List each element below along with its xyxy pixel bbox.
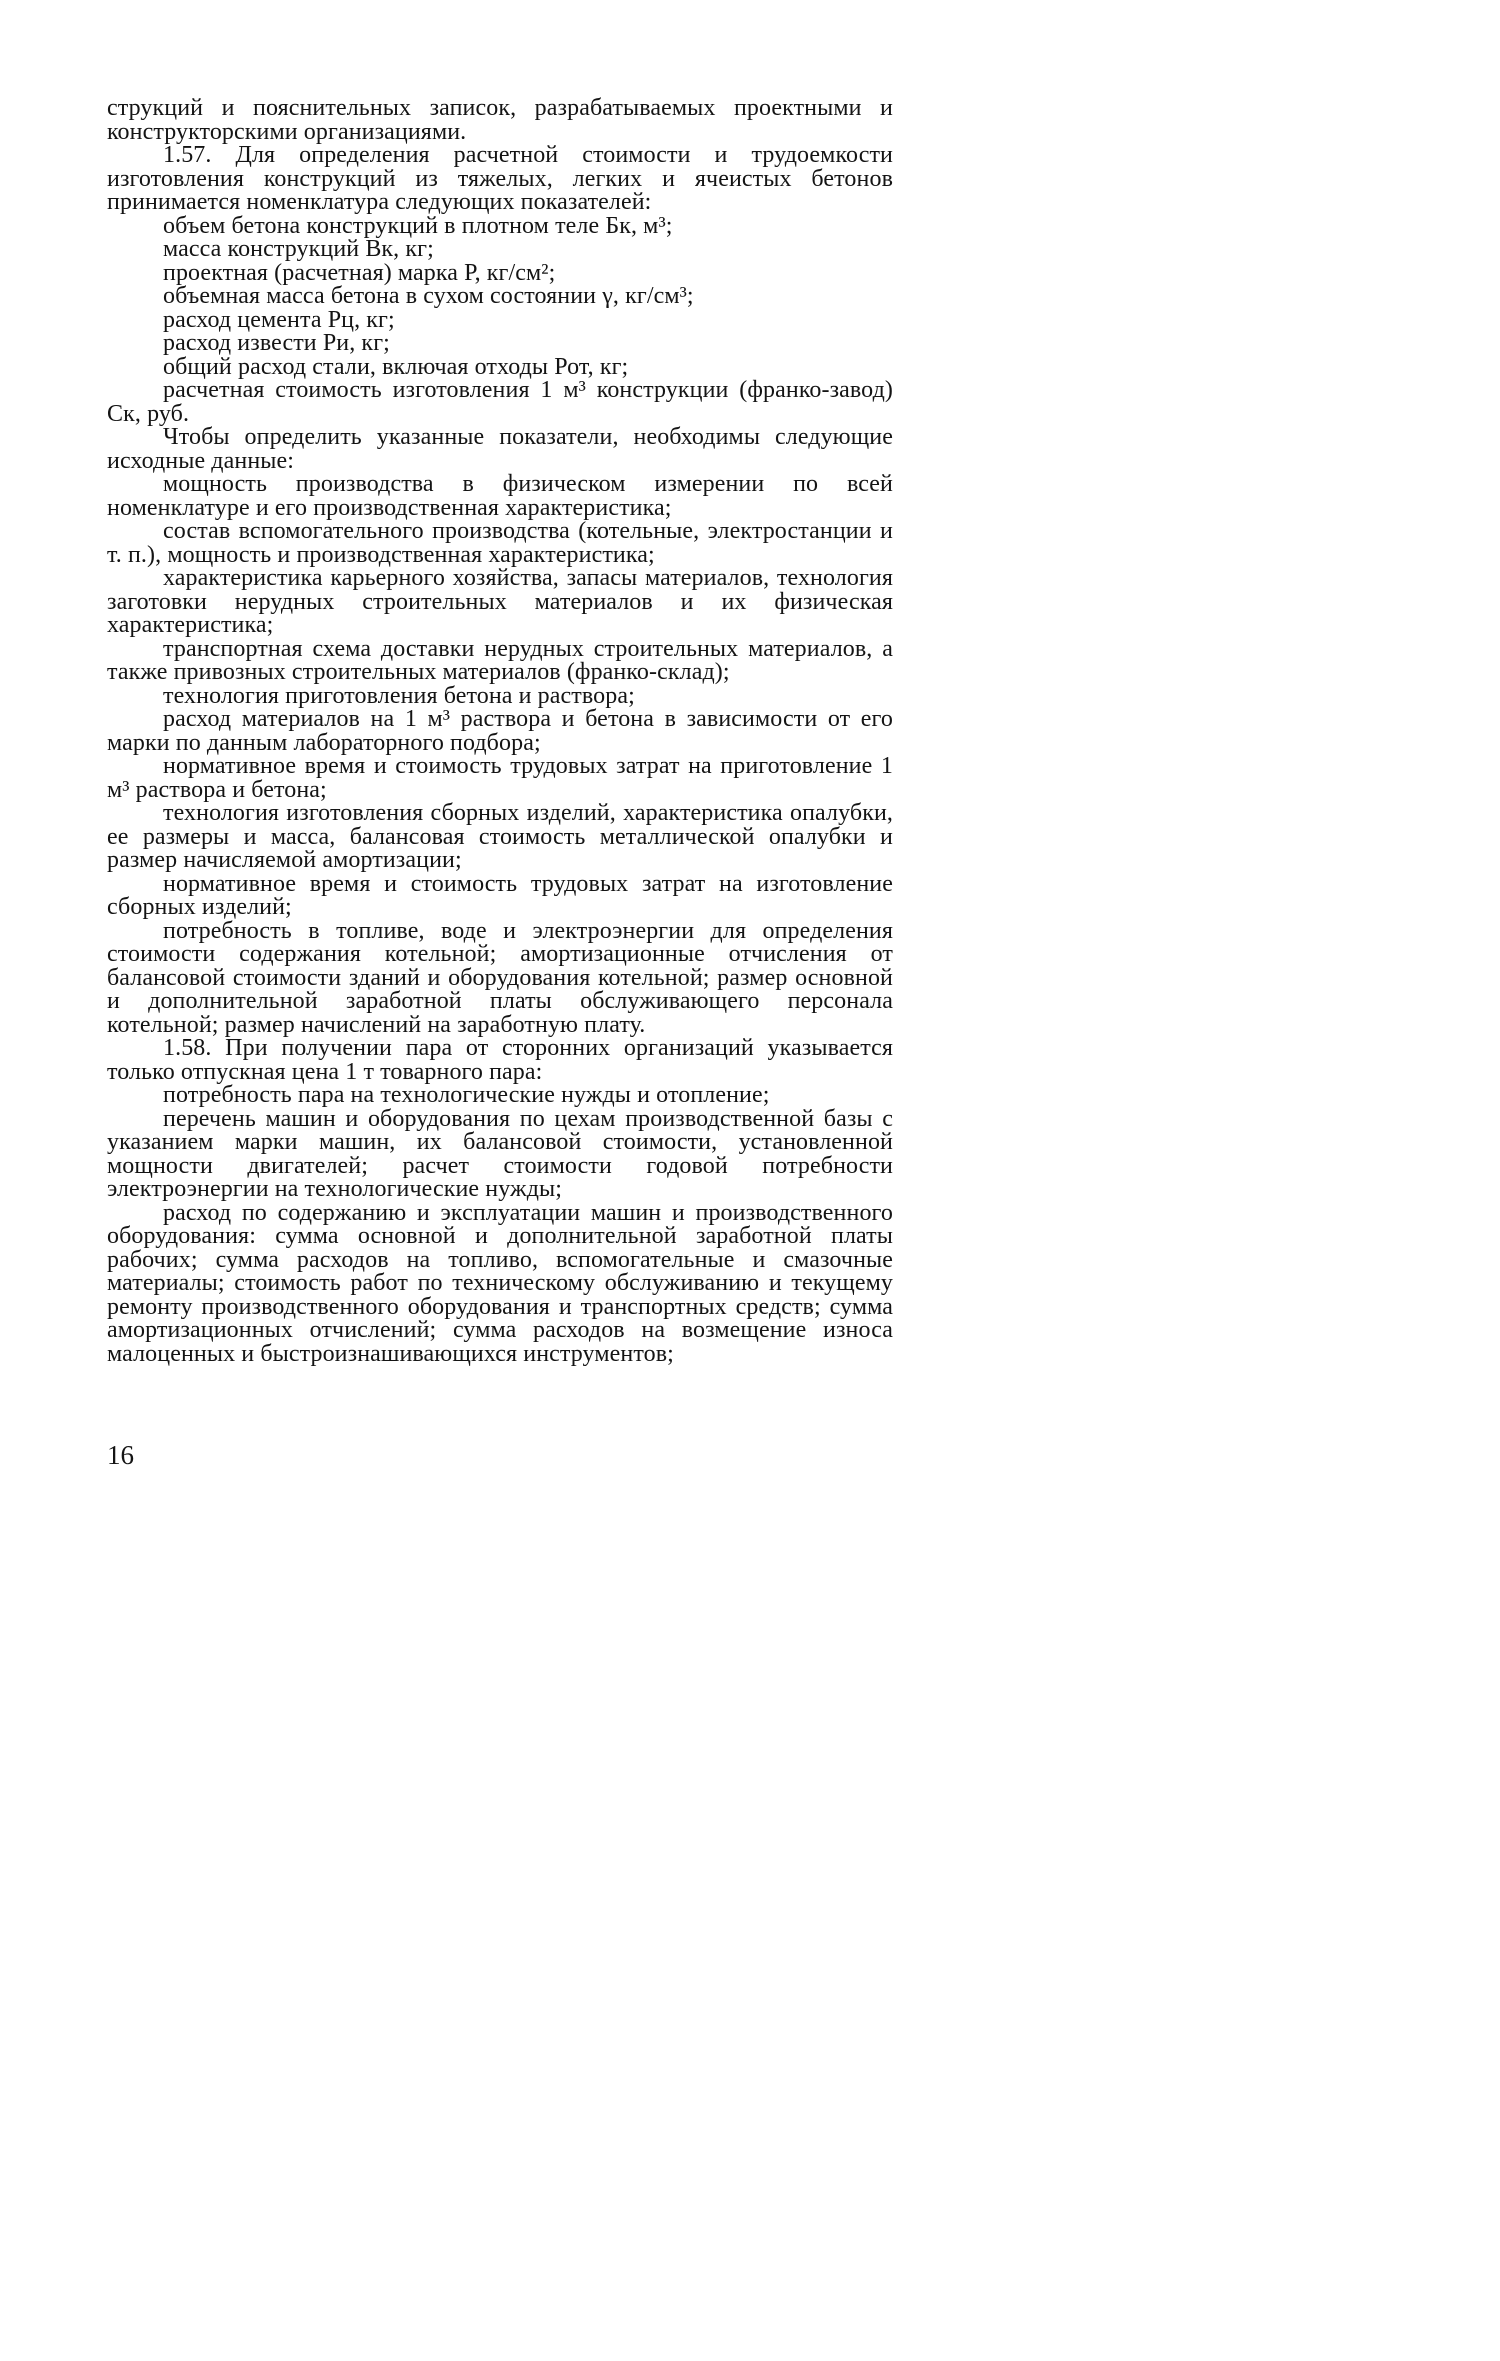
document-page [0,0,1000,1574]
list-item: объем бетона конструкций в плотном теле Бк, м³; [163,212,673,239]
list-item: проектная (расчетная) марка Р, кг/см²; [163,259,556,286]
list-item: технология приготовления бетона и раствора; [163,682,635,709]
list-item: расход материалов на 1 м³ раствора и бетона в зависимости от его марки по данным лабораторного подбора; [107,706,893,756]
list-item: объемная масса бетона в сухом состоянии γ, кг/см³; [163,283,694,309]
list-item: расход извести Ри, кг; [163,330,390,356]
list-item: нормативное время и стоимость трудовых затрат на приготовление 1 м³ раствора и бетона; [107,753,893,803]
paragraph: 1.58. При получении пара от сторонних организаций указывается только отпускная цена 1 т товарного пара: [107,1035,893,1085]
page-number: 16 [107,1440,134,1470]
paragraph: Чтобы определить указанные показатели, необходимы следующие исходные данные: [107,424,893,474]
list-item: перечень машин и оборудования по цехам производственной базы с указанием марки машин, их балансовой стоимости, установленной мощности двигателей; расчет стоимости годовой потребности электроэнергии на технологические нужды; [107,1105,893,1202]
list-item: мощность производства в физическом измерении по всей номенклатуре и его производственная характеристика; [107,471,893,521]
list-item: расход по содержанию и эксплуатации машин и производственного оборудования: сумма основной и дополнительной заработной платы рабочих; сумма расходов на топливо, вспомогательные и смазочные материалы; стоимость работ по техническому обслуживанию и текущему ремонту производственного оборудования и транспортных средств; сумма амортизационных отчислений; сумма расходов на возмещение износа малоценных и быстроизнашивающихся инструментов; [107,1199,893,1367]
paragraph: струкций и пояснительных записок, разрабатываемых проектными и конструкторскими организациями. [107,95,893,145]
list-item: расчетная стоимость изготовления 1 м³ конструкции (франко-завод) Ск, руб. [107,377,893,427]
body-text [107,97,893,1366]
list-item: масса конструкций Вк, кг; [163,236,434,262]
list-item: характеристика карьерного хозяйства, запасы материалов, технология заготовки нерудных строительных материалов и их физическая характеристика; [107,565,893,638]
list-item: расход цемента Рц, кг; [163,306,395,333]
list-item: нормативное время и стоимость трудовых затрат на изготовление сборных изделий; [107,870,893,920]
list-item: потребность в топливе, воде и электроэнергии для определения стоимости содержания котельной; амортизационные отчисления от балансовой стоимости зданий и оборудования котельной; размер основной и дополнительной заработной платы обслуживающего персонала котельной; размер начислений на заработную плату. [107,917,893,1038]
list-item: общий расход стали, включая отходы Рот, кг; [163,353,629,380]
list-item: транспортная схема доставки нерудных строительных материалов, а также привозных строительных материалов (франко-склад); [107,635,893,685]
list-item: потребность пара на технологические нужды и отопление; [163,1082,770,1108]
paragraph: 1.57. Для определения расчетной стоимости и трудоемкости изготовления конструкций из тяжелых, легких и ячеистых бетонов принимается номенклатура следующих показателей: [107,142,893,215]
list-item: технология изготовления сборных изделий, характеристика опалубки, ее размеры и масса, балансовая стоимость металлической опалубки и размер начисляемой амортизации; [107,800,893,873]
list-item: состав вспомогательного производства (котельные, электростанции и т. п.), мощность и производственная характеристика; [107,518,893,568]
